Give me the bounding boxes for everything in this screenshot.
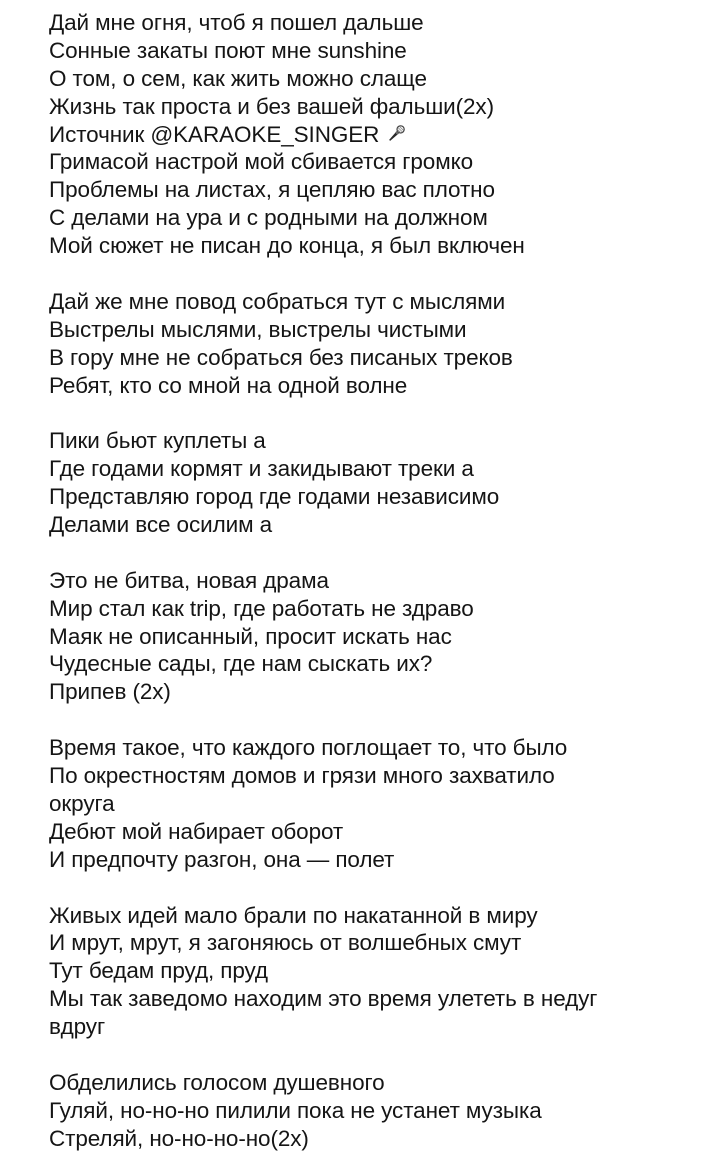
lyric-line-text: Дебют мой набирает оборот	[49, 818, 344, 844]
stanza-gap	[49, 260, 709, 288]
lyrics-text	[49, 9, 709, 1153]
lyric-line-text: Обделились голосом душевного	[49, 1069, 385, 1095]
lyric-line	[49, 483, 709, 511]
lyric-line-text: Дай же мне повод собраться тут с мыслями	[49, 288, 506, 314]
lyric-line	[49, 65, 709, 93]
lyric-line	[49, 678, 709, 706]
lyric-line	[49, 929, 709, 957]
stanza-gap	[49, 399, 709, 427]
lyric-line-text: С делами на ура и с родными на должном	[49, 205, 488, 231]
lyric-line	[49, 762, 709, 790]
lyric-line-text: О том, о сем, как жить можно слаще	[49, 65, 427, 91]
lyric-line	[49, 427, 709, 455]
lyric-line-text: Жизнь так проста и без вашей фальши(2x)	[49, 93, 494, 119]
lyric-line-text: Это не битва, новая драма	[49, 567, 329, 593]
lyric-line	[49, 1097, 709, 1125]
lyric-line-text: Дай мне огня, чтоб я пошел дальше	[49, 10, 424, 35]
lyric-line	[49, 650, 709, 678]
microphone-icon	[385, 123, 407, 145]
lyric-line	[49, 455, 709, 483]
lyric-line-text: Выстрелы мыслями, выстрелы чистыми	[49, 316, 467, 342]
lyric-line	[49, 1069, 709, 1097]
lyric-line	[49, 93, 709, 121]
lyric-line	[49, 1013, 709, 1041]
lyric-line	[49, 204, 709, 232]
lyric-line	[49, 372, 709, 400]
lyric-line-text: Чудесные сады, где нам сыскать их?	[49, 651, 433, 677]
stanza-gap	[49, 706, 709, 734]
stanza-gap	[49, 539, 709, 567]
lyric-line	[49, 734, 709, 762]
lyric-line	[49, 623, 709, 651]
lyric-line-text: Стреляй, но-но-но-но(2x)	[49, 1125, 309, 1151]
lyric-line	[49, 511, 709, 539]
lyric-line-text: Гуляй, но-но-но пилили пока не устанет музыка	[49, 1097, 542, 1123]
lyric-line	[49, 316, 709, 344]
lyric-line-text: Мы так заведомо находим это время улететь в недуг	[49, 986, 598, 1012]
lyric-line-text: Гримасой настрой мой сбивается громко	[49, 149, 473, 175]
lyric-line-text: Мой сюжет не писан до конца, я был включен	[49, 233, 525, 259]
lyric-line-text: Делами все осилим а	[49, 512, 273, 538]
lyric-line	[49, 288, 709, 316]
lyric-line-text: Припев (2x)	[49, 679, 171, 705]
lyric-line-text: Источник @KARAOKE_SINGER	[49, 121, 380, 147]
stanza-gap	[49, 874, 709, 902]
lyric-line-text: В гору мне не собраться без писаных треков	[49, 344, 513, 370]
source-credit-line	[49, 121, 709, 149]
lyric-line	[49, 37, 709, 65]
lyric-line-text: И мрут, мрут, я загоняюсь от волшебных смут	[49, 930, 522, 956]
lyric-line-text: Где годами кормят и закидывают треки а	[49, 456, 474, 482]
lyric-line-text: Пики бьют куплеты а	[49, 428, 266, 454]
lyric-line-text: Тут бедам пруд, пруд	[49, 958, 268, 984]
lyric-line	[49, 176, 709, 204]
lyric-line	[49, 595, 709, 623]
lyric-line-text: Время такое, что каждого поглощает то, что было	[49, 735, 568, 761]
lyric-line	[49, 957, 709, 985]
lyric-line	[49, 344, 709, 372]
stanza-gap	[49, 1041, 709, 1069]
lyric-line	[49, 1125, 709, 1153]
lyric-line	[49, 790, 709, 818]
lyric-line-text: Представляю город где годами независимо	[49, 484, 500, 510]
lyric-line-text: Проблемы на листах, я цепляю вас плотно	[49, 177, 495, 203]
lyric-line-text: вдруг	[49, 1014, 106, 1040]
lyric-line	[49, 148, 709, 176]
lyric-line-text: По окрестностям домов и грязи много захватило	[49, 763, 555, 789]
lyric-line	[49, 818, 709, 846]
lyric-line	[49, 232, 709, 260]
lyric-line-text: округа	[49, 790, 115, 816]
lyric-line	[49, 846, 709, 874]
lyric-line-text: Сонные закаты поют мне sunshine	[49, 37, 407, 63]
lyric-line-text: Мир стал как trip, где работать не здраво	[49, 595, 474, 621]
lyric-line-text: Маяк не описанный, просит искать нас	[49, 623, 452, 649]
lyric-line	[49, 9, 709, 37]
lyric-line-text: И предпочту разгон, она — полет	[49, 846, 395, 872]
lyric-line	[49, 567, 709, 595]
lyric-line	[49, 985, 709, 1013]
lyric-line-text: Живых идей мало брали по накатанной в миру	[49, 902, 538, 928]
lyric-line	[49, 902, 709, 930]
lyric-line-text: Ребят, кто со мной на одной волне	[49, 372, 408, 398]
